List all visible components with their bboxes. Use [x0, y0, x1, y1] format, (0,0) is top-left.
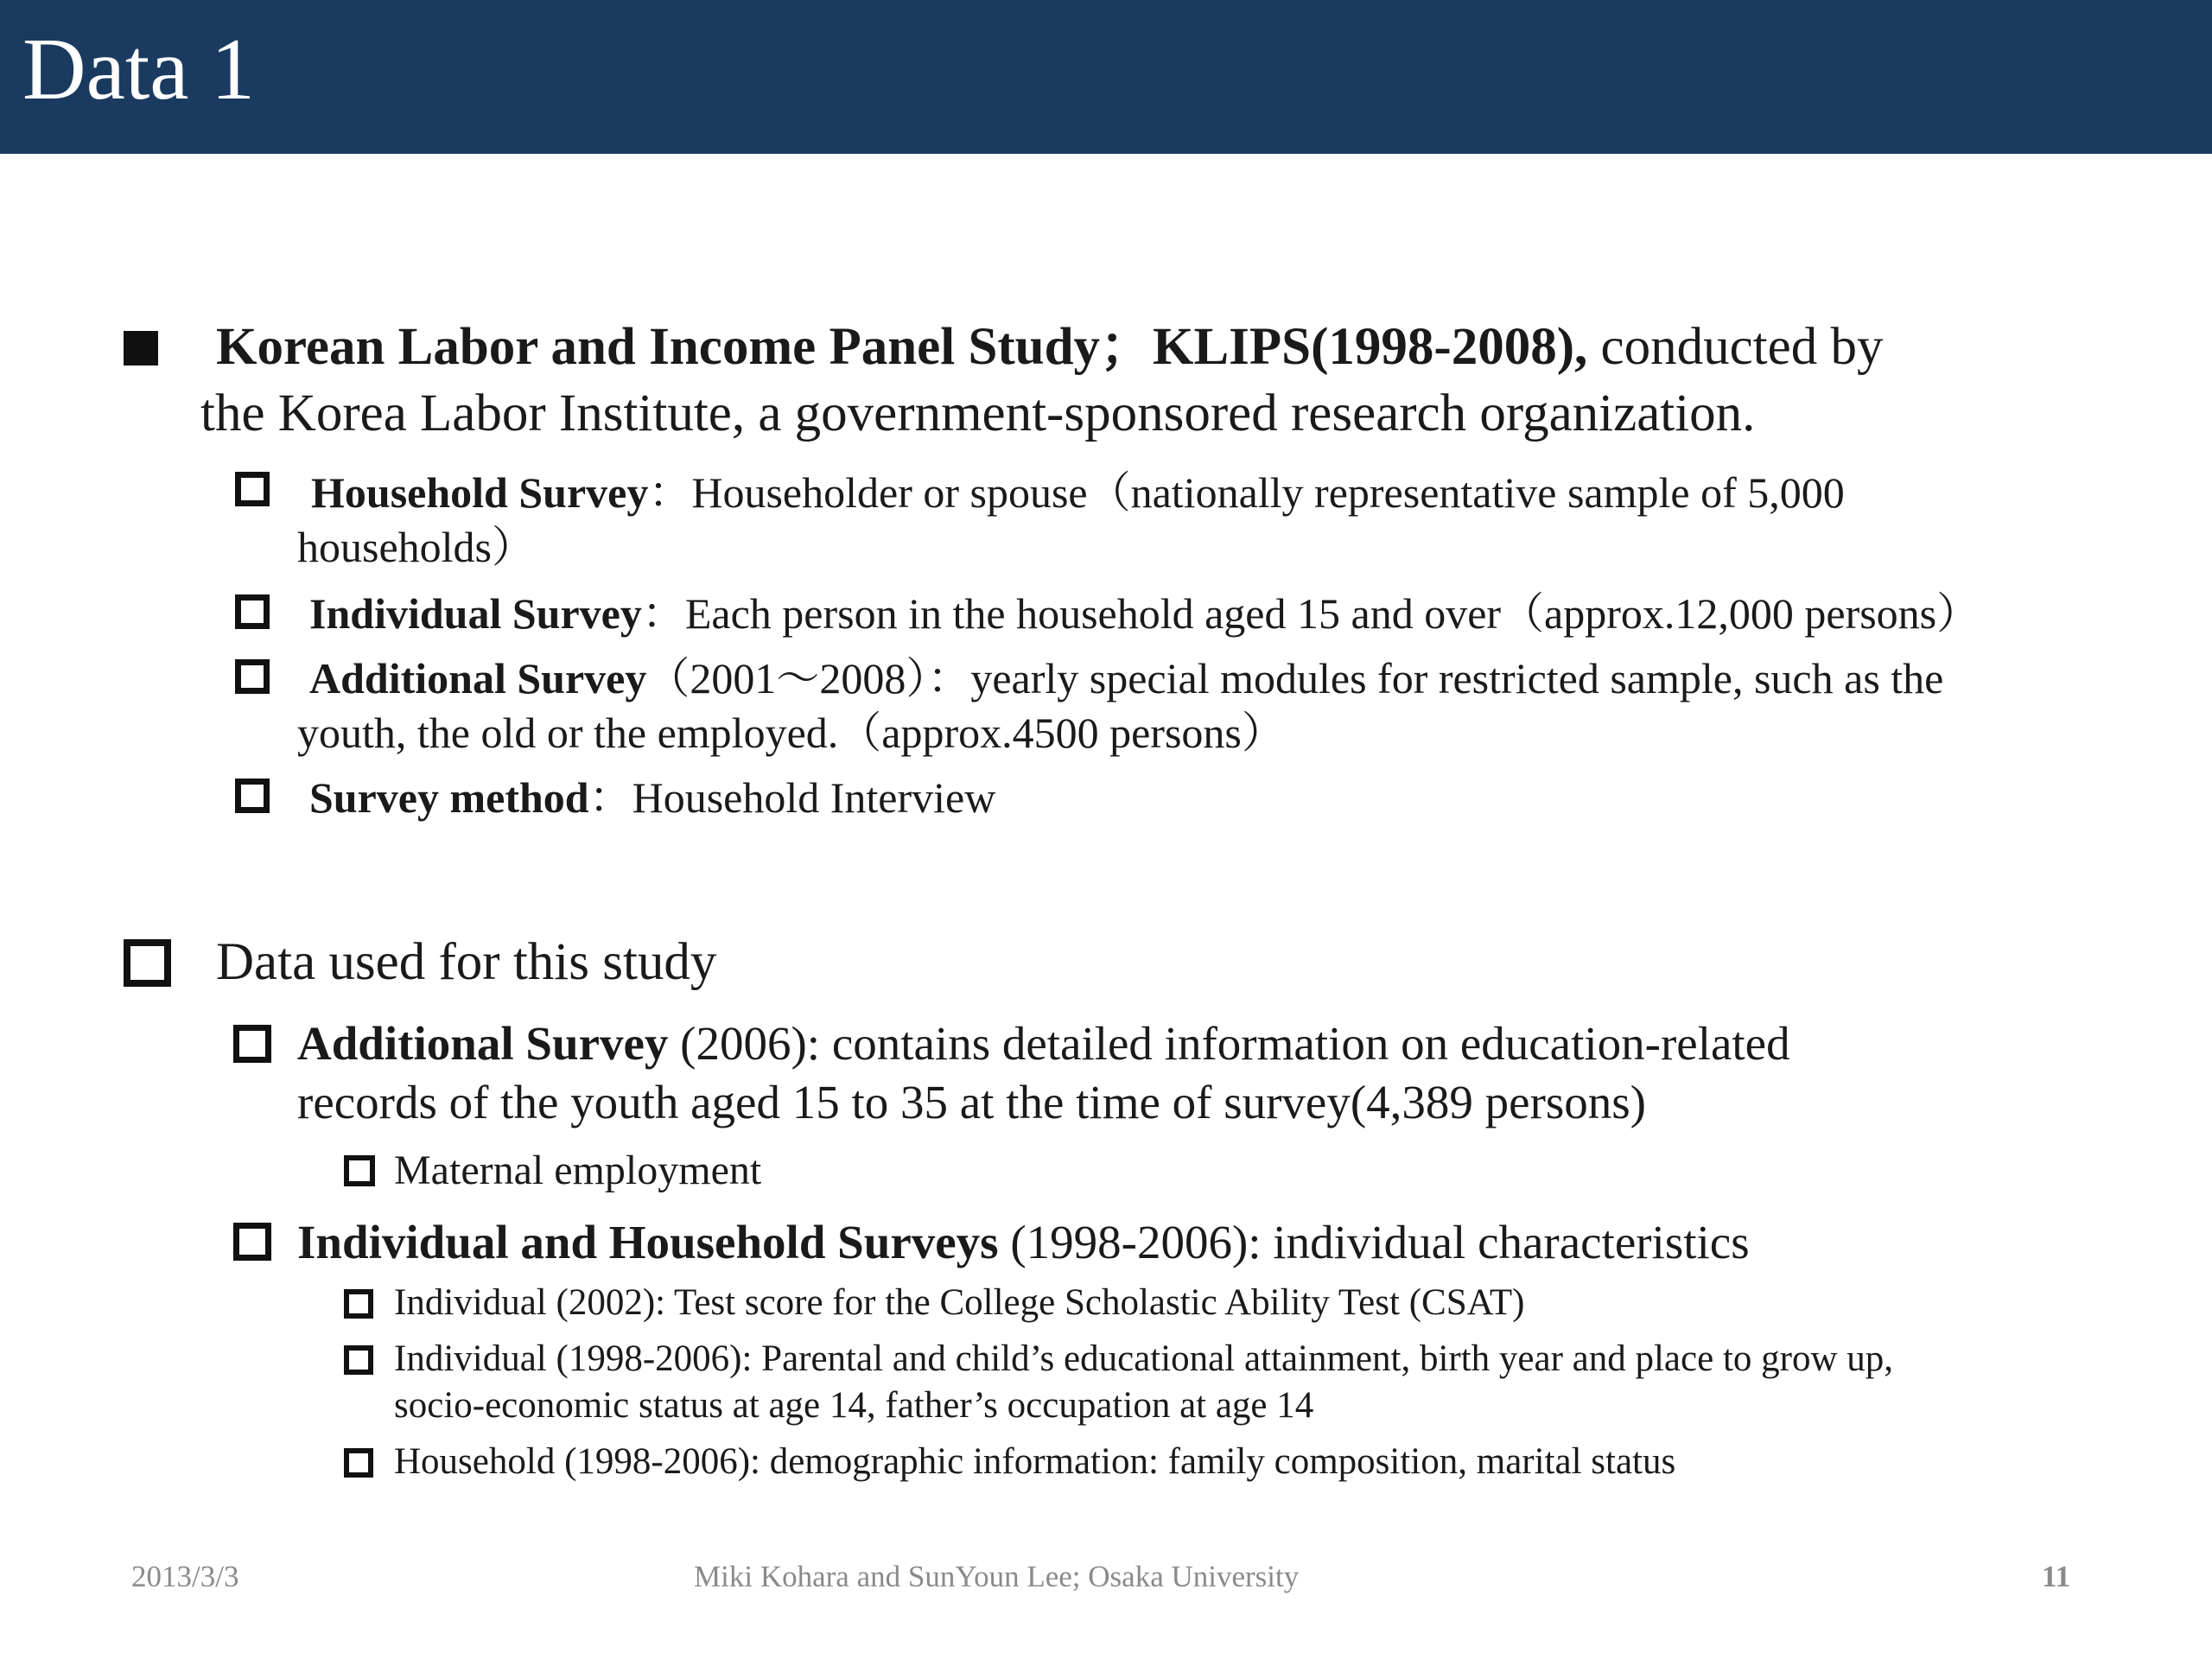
hollow-square-bullet-icon [344, 1155, 375, 1186]
section1-line1 [216, 315, 1883, 379]
section1-text-line2: the Korea Labor Institute, a government-sponsored research organization. [200, 385, 1756, 442]
maternal-employment-item: Maternal employment [394, 1147, 762, 1193]
filled-square-bullet-icon [124, 331, 158, 365]
survey-method-text: ：Household Interview [588, 773, 996, 822]
individual-household-surveys-line1 [297, 1213, 1750, 1271]
hollow-square-bullet-icon [124, 939, 171, 987]
hollow-square-bullet-icon [344, 1289, 373, 1319]
hollow-square-bullet-icon [235, 594, 270, 629]
subitem-individual-attainment-cont: socio-economic status at age 14, father’s occupation at age 14 [394, 1385, 1314, 1426]
individual-household-surveys-bold: Individual and Household Surveys [297, 1216, 999, 1268]
household-survey-bold: Household Survey [311, 468, 649, 517]
section1-bold: Korean Labor and Income Panel Study；KLIPS(1998-2008), [216, 318, 1588, 376]
hollow-square-bullet-icon [235, 779, 270, 813]
footer-date: 2013/3/3 [131, 1560, 239, 1593]
hollow-square-bullet-icon [235, 659, 270, 694]
hollow-square-bullet-icon [233, 1025, 271, 1063]
subitem-household-demographics: Household (1998-2006): demographic information: family composition, marital status [394, 1441, 1676, 1482]
hollow-square-bullet-icon [344, 1448, 373, 1478]
hollow-square-bullet-icon [344, 1345, 373, 1375]
subitem-csat: Individual (2002): Test score for the College Scholastic Ability Test (CSAT) [394, 1282, 1525, 1323]
additional-survey-2006-bold: Additional Survey [297, 1017, 669, 1070]
individual-survey-text: ：Each person in the household aged 15 and over（approx.12,000 persons） [641, 589, 1980, 638]
survey-method-line1 [309, 772, 995, 824]
household-survey-line1 [311, 467, 1845, 519]
survey-method-bold: Survey method [309, 773, 589, 822]
hollow-square-bullet-icon [233, 1223, 271, 1261]
additional-survey-2006-line1 [297, 1014, 1790, 1072]
page-number: 11 [2042, 1560, 2071, 1593]
subitem-individual-attainment: Individual (1998-2006): Parental and child’s educational attainment, birth year and place to grow up, [394, 1338, 1894, 1379]
household-survey-text: ：Householder or spouse（nationally representative sample of 5,000 [648, 468, 1845, 517]
individual-household-surveys-text: (1998-2006): individual characteristics [998, 1216, 1750, 1268]
footer-authors: Miki Kohara and SunYoun Lee; Osaka University [694, 1560, 1300, 1593]
individual-survey-line1 [309, 588, 1980, 640]
section2-heading: Data used for this study [216, 933, 717, 991]
slide-title: Data 1 [22, 21, 256, 118]
additional-survey-bold: Additional Survey [309, 654, 647, 702]
additional-survey-line1 [309, 652, 1943, 705]
individual-survey-bold: Individual Survey [309, 589, 642, 638]
household-survey-line2: households） [297, 523, 535, 571]
additional-survey-2006-text: (2006): contains detailed information on education-related [668, 1017, 1790, 1070]
additional-survey-line2: youth, the old or the employed.（approx.4500 persons） [297, 709, 1285, 757]
additional-survey-2006-line2: records of the youth aged 15 to 35 at the time of survey(4,389 persons) [297, 1076, 1647, 1128]
hollow-square-bullet-icon [235, 472, 270, 506]
additional-survey-text: （2001～2008）：yearly special modules for restricted sample, such as the [646, 654, 1944, 702]
section1-text-line1: conducted by [1587, 318, 1884, 376]
